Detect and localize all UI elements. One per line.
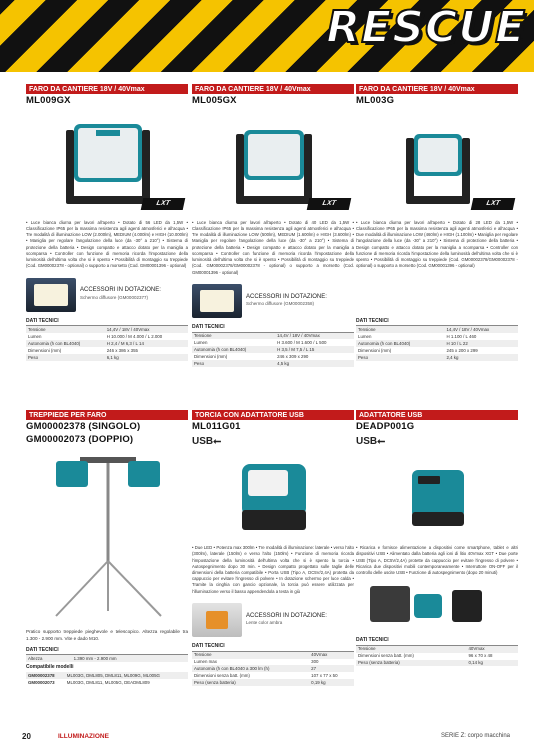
section-name: ILLUMINAZIONE bbox=[58, 733, 109, 740]
work-light-image bbox=[192, 112, 354, 212]
tech-data-table bbox=[356, 646, 518, 667]
spec-key: Lumen bbox=[194, 339, 208, 345]
spec-value: H 3.600 / M 1.600 / L 500 bbox=[277, 339, 327, 345]
product-description: • Luce bianca diurna per lavori all'aperto • Dotato di 28 LED da 1,5W • Classificazione IP65 per la massima resistenza agli agenti atmosferici e all'acqua • Due modalità di illuminazione LOW (460lm) e HIGH (1.100lm) • Maniglia per regolare l'angolazione della luce (da -30° a 210°) • Sistema di protezione della batteria • Design compatto e attacco dotato per la maniglia a scomparsa • Controller con funzione di memoria ricorda l'impostazione della luminosità dell'ultima volta che si è spento • Possibilità di montaggio su treppiede (Cod. GM00002378/GM00002378 - optional) o supporto a morsetto (Cod. GM00001396 - optional) bbox=[356, 219, 518, 269]
spec-value: 96 x 70 x 48 bbox=[468, 653, 493, 659]
table-row bbox=[26, 326, 188, 333]
table-row bbox=[356, 646, 518, 653]
spec-value: 0,14 kg bbox=[466, 660, 518, 667]
tech-data-table bbox=[192, 652, 354, 687]
spec-value: 246 x 309 x 290 bbox=[277, 353, 309, 359]
model-code: DEADP001G bbox=[356, 421, 415, 432]
spec-value: 107 x 77 x 50 bbox=[311, 672, 338, 678]
tech-data-table bbox=[356, 326, 518, 361]
accessories-label: ACCESSORI IN DOTAZIONE: bbox=[246, 612, 327, 619]
spec-value: H 1.100 / L 460 bbox=[446, 333, 477, 339]
table-row bbox=[192, 652, 354, 659]
spec-key: Tensione bbox=[356, 326, 444, 333]
spec-key: Peso bbox=[26, 354, 105, 361]
spec-key: Tensione bbox=[356, 646, 466, 653]
category-label: TORCIA CON ADATTATORE USB bbox=[192, 410, 354, 420]
table-row bbox=[356, 347, 518, 354]
spec-key: Autonomia (h con BL4040) bbox=[356, 340, 444, 347]
spec-value: 0,19 kg bbox=[309, 679, 354, 686]
tech-data-header: DATI TECNICI bbox=[26, 647, 188, 656]
product-image bbox=[192, 112, 354, 212]
spec-value: H 3,5 / M 7,5 / L 15 bbox=[275, 346, 354, 353]
accessories-item: Schermo diffusore (GM00002377) bbox=[80, 294, 148, 300]
model-code-secondary: GM00002073 (DOPPIO) bbox=[26, 433, 134, 445]
table-row bbox=[356, 326, 518, 333]
product-tripod bbox=[26, 410, 188, 686]
table-row bbox=[26, 672, 188, 679]
accessory-image bbox=[192, 284, 242, 318]
usb-adapter-image bbox=[356, 450, 518, 542]
adapter-usage-image bbox=[356, 580, 518, 630]
spec-key: Tensione bbox=[192, 652, 309, 659]
rescue-banner bbox=[0, 0, 534, 72]
category-label: FARO DA CANTIERE 18V / 40Vmax bbox=[192, 84, 354, 94]
table-row bbox=[192, 360, 354, 367]
tech-data-table bbox=[26, 655, 188, 662]
product-image bbox=[356, 112, 518, 212]
spec-value: 1.390 mm - 2.900 mm bbox=[72, 655, 188, 662]
tech-data-header: DATI TECNICI bbox=[26, 318, 188, 327]
accessory-image bbox=[26, 278, 76, 312]
product-ml011g01 bbox=[192, 410, 354, 686]
spec-key: Dimensioni senza batt. (mm) bbox=[358, 653, 414, 659]
model-code: GM00002378 (SINGOLO) bbox=[26, 421, 141, 432]
table-row bbox=[356, 333, 518, 340]
table-row bbox=[26, 354, 188, 361]
tech-data-table bbox=[192, 333, 354, 368]
spec-value: 27 bbox=[309, 665, 354, 672]
spec-value: 14,4V / 18V / 40Vmax bbox=[275, 333, 354, 340]
accessories-item: Lente color ambra bbox=[246, 619, 283, 625]
compat-header: Compatibile modelli bbox=[26, 664, 74, 671]
spec-value: 2,4 kg bbox=[444, 354, 518, 361]
model-code: ML009GX bbox=[26, 95, 71, 106]
accessories-item: Schermo diffusore (GM00002358) bbox=[246, 300, 314, 306]
model-code: ML005GX bbox=[192, 95, 237, 106]
product-description: • Luce bianca diurna per lavori all'aperto • Dotato di 56 LED da 1,5W • Classificazione IP65 per la massima resistenza agli agenti atmosferici e all'acqua • Tre modalità di illuminazione LOW (2.000lm), MEDIUM (4.000lm) e HIGH (10.000lm) • Maniglia per regolare l'angolazione della luce (da -30° a 210°) • Sistema di protezione della batteria • Design compatto e attacco dotato per la maniglia a scomparsa • Controller con funzione di memoria ricorda l'impostazione della luminosità dell'ultima volta che si è spento • Possibilità di montaggio su treppiede (Cod. GM00002378 - optional) o supporto a morsetto (Cod. GM00001396 - optional) bbox=[26, 219, 188, 269]
spec-key: Peso (senza batteria) bbox=[356, 660, 466, 667]
category-label: ADATTATORE USB bbox=[356, 410, 518, 420]
spec-value: 246 x 386 x 355 bbox=[106, 347, 138, 353]
spec-key: Peso bbox=[356, 354, 444, 361]
lxt-logo: LXT bbox=[471, 198, 516, 210]
table-row bbox=[192, 659, 354, 666]
spec-key: Dimensioni (mm) bbox=[194, 353, 228, 359]
table-row bbox=[192, 333, 354, 340]
tech-data-header: DATI TECNICI bbox=[192, 324, 354, 333]
product-description: • Ricarica e fornisce alimentazione a dispositivi come smartphone, tablet e altri dispositivi USB • Alimentato dalla batteria agli ioni di litio 40Vmax XGT • Due porte USB (Tipo A, DC5V/2,4A) protette da cappuccio per evitare l'ingresso di polvere • Ricarica due dispositivi mobili contemporaneamente • Interruttore ON-OFF per il controllo delle uscite USB • Funzione di autospegnimento (dopo 20 minuti) bbox=[356, 545, 518, 575]
spec-value: 40Vmax bbox=[466, 646, 518, 653]
spec-key: Lumen bbox=[358, 333, 372, 339]
spec-value: H 2,4 / M 6,3 / L 14 bbox=[105, 340, 188, 347]
model-code: ML003G bbox=[356, 95, 395, 106]
spec-value: H 10.000 / M 4.000 / L 2.000 bbox=[106, 333, 163, 339]
accessories-box bbox=[192, 282, 354, 320]
spec-value: 6,1 kg bbox=[105, 354, 188, 361]
spec-key: Peso bbox=[192, 360, 275, 367]
tech-data-header: DATI TECNICI bbox=[192, 643, 354, 652]
table-row bbox=[192, 346, 354, 353]
spec-key: Autonomia (h con BL4040 a 300 lm (h) bbox=[192, 665, 309, 672]
spec-key: Lumen bbox=[28, 333, 42, 339]
spec-key: Lumen max bbox=[194, 659, 217, 664]
product-ml003g bbox=[356, 84, 518, 361]
table-row bbox=[26, 333, 188, 340]
compat-table bbox=[26, 672, 188, 686]
tech-data-header: DATI TECNICI bbox=[356, 318, 518, 327]
page-footer bbox=[0, 728, 534, 748]
lxt-logo: LXT bbox=[141, 198, 186, 210]
tech-data-header: DATI TECNICI bbox=[356, 637, 518, 646]
table-row bbox=[192, 672, 354, 679]
accessories-box bbox=[192, 601, 354, 639]
compat-code: GM00002378 bbox=[26, 672, 65, 679]
spec-value: 4,5 kg bbox=[275, 360, 354, 367]
product-image bbox=[26, 112, 188, 212]
spec-value: 14,4V / 18V / 40Vmax bbox=[444, 326, 518, 333]
compat-code: GM00002073 bbox=[28, 679, 55, 685]
model-code: ML011G01 bbox=[192, 421, 241, 432]
page-number: 20 bbox=[22, 732, 31, 741]
table-row bbox=[356, 653, 518, 660]
category-label: TREPPIEDE PER FARO bbox=[26, 410, 188, 420]
product-description: • Luce bianca diurna per lavori all'aperto • Dotato di 40 LED da 1,5W • Classificazione IP65 per la massima resistenza agli agenti atmosferici e all'acqua • Tre modalità di illuminazione LOW (500lm), MEDIUM (1.600lm) e HIGH (3.600lm) • Maniglia per regolare l'angolazione della luce (da -30° a 210°) • Sistema di protezione della batteria • Design compatto e attacco dotato per la maniglia a scomparsa • Controller con funzione di memoria ricorda l'impostazione della luminosità dell'ultima volta che si è spento • Possibilità di montaggio su treppiede (Cod. GM00002378/GM00002378 - optional) o supporto a morsetto (Cod. GM00001396 - optional) bbox=[192, 219, 354, 275]
product-description: Pratico supporto treppiede pieghevole e telescopico. Altezza regolabile tra 1.300 - 2.900 mm. Vite e dado M10. bbox=[26, 629, 188, 642]
table-row bbox=[192, 353, 354, 360]
product-ml009gx bbox=[26, 84, 188, 361]
accessory-image bbox=[192, 603, 242, 637]
table-row bbox=[26, 347, 188, 354]
table-row bbox=[356, 354, 518, 361]
compat-models: ML003G, DML811, ML005G, DEADML809 bbox=[66, 679, 150, 685]
table-row bbox=[192, 339, 354, 346]
work-light-image bbox=[356, 112, 518, 212]
table-row bbox=[192, 679, 354, 686]
spec-key: Altezza bbox=[26, 655, 72, 662]
spec-value: 14,4V / 18V / 40Vmax bbox=[105, 326, 188, 333]
accessories-box bbox=[26, 276, 188, 314]
spec-key: Autonomia (h con BL4040) bbox=[192, 346, 275, 353]
torch-image bbox=[192, 450, 354, 542]
category-label: FARO DA CANTIERE 18V / 40Vmax bbox=[356, 84, 518, 94]
table-row bbox=[192, 665, 354, 672]
table-row bbox=[26, 655, 188, 662]
spec-value: 40Vmax bbox=[309, 652, 354, 659]
table-row bbox=[26, 340, 188, 347]
accessories-label: ACCESSORI IN DOTAZIONE: bbox=[80, 287, 161, 294]
table-row bbox=[356, 660, 518, 667]
spec-key: Peso (senza batteria) bbox=[192, 679, 309, 686]
spec-key: Dimensioni senza batt. (mm) bbox=[194, 672, 250, 678]
usb-icon: USB⭠ bbox=[192, 435, 222, 447]
tech-data-table bbox=[26, 326, 188, 361]
usb-icon: USB⭠ bbox=[356, 435, 386, 447]
table-row bbox=[26, 679, 188, 686]
spec-key: Dimensioni (mm) bbox=[28, 347, 62, 353]
table-row bbox=[356, 340, 518, 347]
lxt-logo: LXT bbox=[307, 198, 352, 210]
product-description: • Due LED • Potenza max 300lm • Tre modalità di illuminazione: laterale • verso l'alto (300lm), laterale (150lm) e verso l'alto (150lm) • Funzione di memoria ricorda l'impostazione della luminosità dell'ultima volta che si è spento la torcia • Autospegnimento dopo 30 min. • Design compatto progettato sulle taglie delle dimensioni della batteria compatibile • Porta USB (Tipo A, DC5V/2,4A) protetta da cappuccio per evitare l'ingresso di polvere • In dotazione schermo per luce calda • Tramite la cinghia con gancio opzionale, la torcia può essere utilizzata per l'illuminazione verso il basso appendendola a testa in giù bbox=[192, 545, 354, 594]
category-label: FARO DA CANTIERE 18V / 40Vmax bbox=[26, 84, 188, 94]
spec-key: Tensione bbox=[26, 326, 105, 333]
spec-value: 300 bbox=[311, 659, 319, 664]
spec-key: Tensione bbox=[192, 333, 275, 340]
spec-value: H 10 / L 22 bbox=[444, 340, 518, 347]
series-note: SERIE Z: corpo macchina bbox=[440, 733, 510, 739]
product-ml005gx bbox=[192, 84, 354, 367]
work-light-image bbox=[26, 112, 188, 212]
spec-value: 245 x 200 x 299 bbox=[446, 347, 478, 353]
product-deadp001g bbox=[356, 410, 518, 666]
spec-key: Autonomia (h con BL4040) bbox=[26, 340, 105, 347]
spec-key: Dimensioni (mm) bbox=[358, 347, 392, 353]
compat-models: ML003G, DML805, DML811, ML009G, ML005G bbox=[65, 672, 188, 679]
accessories-label: ACCESSORI IN DOTAZIONE: bbox=[246, 293, 327, 300]
tripod-image bbox=[26, 451, 188, 621]
banner-title: RESCUE bbox=[326, 2, 526, 53]
